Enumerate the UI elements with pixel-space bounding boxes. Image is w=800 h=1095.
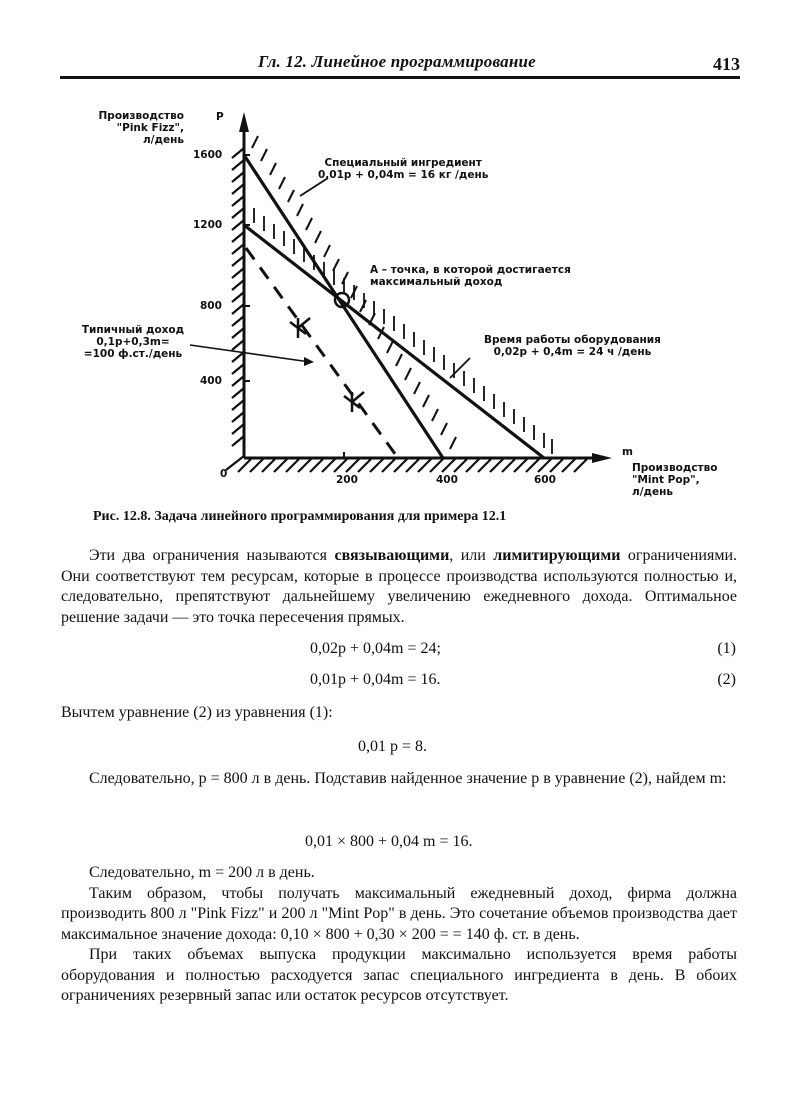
- x-axis-hatching: [238, 458, 588, 472]
- equation-1: 0,02p + 0,04m = 24;: [310, 640, 441, 657]
- income-direction-markers: [290, 318, 364, 412]
- x-tick-600: 600: [534, 474, 556, 486]
- chapter-title: Гл. 12. Линейное программирование: [258, 52, 536, 71]
- equation-2: 0,01p + 0,04m = 16.: [310, 671, 441, 688]
- income-annotation: Типичный доход 0,1p+0,3m= =100 ф.ст./день: [81, 324, 185, 360]
- income-leader: [190, 345, 310, 362]
- x-axis-arrow: [592, 453, 612, 463]
- figure-caption: Рис. 12.8. Задача линейного программирования для примера 12.1: [93, 509, 507, 524]
- y-tick-400: 400: [200, 375, 222, 387]
- point-a-annotation: A – точка, в которой достигается максимальный доход: [370, 264, 571, 288]
- x-tick-400: 400: [436, 474, 458, 486]
- y-axis-hatching: [226, 148, 244, 470]
- ingredient-annotation: Специальный ингредиент 0,01p + 0,04m = 16 кг /день: [318, 157, 489, 181]
- header-rule: [60, 76, 740, 79]
- term-limiting: лимитирующими: [493, 547, 621, 564]
- x-axis-title: Производство "Mint Pop", л/день: [632, 462, 718, 498]
- equipment-annotation: Время работы оборудования 0,02p + 0,4m = 24 ч /день: [484, 334, 661, 358]
- y-axis-arrow: [239, 112, 249, 132]
- origin-label: 0: [220, 468, 228, 480]
- paragraph-subtract: Вычтем уравнение (2) из уравнения (1):: [61, 704, 333, 721]
- y-axis-title: Производство "Pink Fizz", л/день: [98, 110, 184, 146]
- term-binding: связывающими: [334, 547, 450, 564]
- equation-4: 0,01 × 800 + 0,04 m = 16.: [305, 833, 473, 850]
- running-header: [60, 50, 740, 80]
- equation-2-number: (2): [717, 671, 736, 688]
- y-axis-symbol: P: [216, 111, 224, 123]
- equation-1-number: (1): [717, 640, 736, 657]
- y-tick-800: 800: [200, 300, 222, 312]
- x-axis-symbol: m: [622, 446, 633, 458]
- paragraph-substitute: Следовательно, p = 800 л в день. Подставив найденное значение p в уравнение (2), найдем m:: [89, 770, 727, 787]
- x-tick-200: 200: [336, 474, 358, 486]
- equipment-leader: [450, 358, 470, 378]
- y-tick-1200: 1200: [193, 219, 223, 231]
- equation-3: 0,01 p = 8.: [358, 738, 428, 755]
- paragraph-conclusion: Следовательно, m = 200 л в день. Таким образом, чтобы получать максимальный ежедневный доход, фирма должна производить 800 л "Pink Fizz" и 200 л "Mint Pop" в день. Это сочетание объемов производства дает максимальное значение дохода: 0,10 × 800 + 0,30 × 200 = = 140 ф. ст. в день. При таких объемах выпуска продукции максимально используется время работы оборудования и полностью расходуется запас специального ингредиента в день. В обоих ограничениях резервный запас или остаток ресурсов отсутствует.: [61, 864, 737, 1004]
- y-tick-1600: 1600: [193, 149, 223, 161]
- figure-lp-chart: [60, 100, 740, 500]
- page-number: 413: [713, 54, 740, 74]
- paragraph-binding-constraints: Эти два ограничения называются связывающими, или лимитирующими ограничениями. Они соответствуют тем ресурсам, которые в процессе производства используются полностью и, следовательно, препятствуют дальнейшему увеличению ежедневного дохода. Оптимальное решение задачи — это точка пересечения прямых.: [61, 547, 738, 626]
